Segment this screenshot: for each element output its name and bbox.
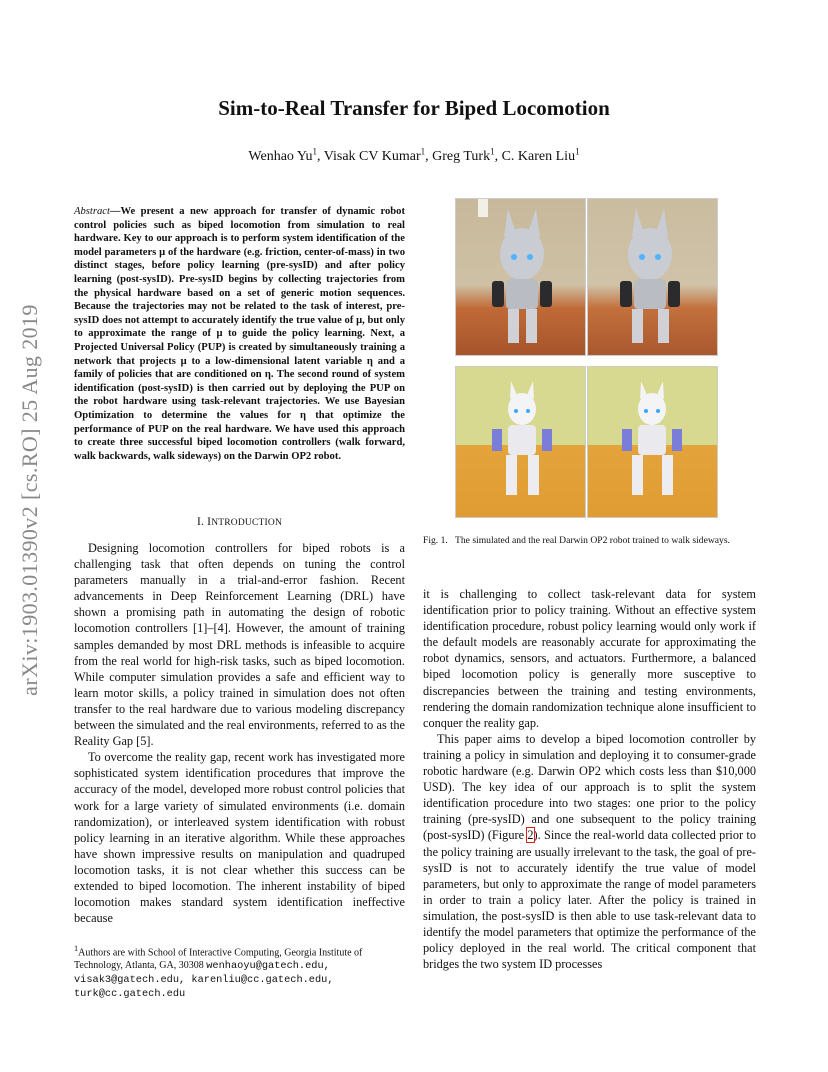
paper-title: Sim-to-Real Transfer for Biped Locomotion [218, 96, 610, 120]
real-robot-photo-left [455, 198, 586, 356]
simulated-robot-left [455, 366, 586, 518]
paragraph: Designing locomotion controllers for biped robots is a challenging task that often depends on tuning the control parameters manually in a trial-and-error fashion. Recent advancements in Deep Reinforcement Learning (DRL) have shown a promising path in automating the design of robotic locomotion controllers [1]–[4]. However, the amount of training samples demanded by most DRL methods is infeasible to acquire from the real world for high-risk tasks, such as biped locomotion. While computer simulation provides a safe and efficient way to learn motor skills, a policy trained in simulation does not often transfer to the real hardware due to various modeling discrepancy between the simulated and the real environments, referred to as the Reality Gap [5]. [74, 541, 405, 749]
paragraph: it is challenging to collect task-relevant data for system identification prior to policy training. Without an effective system identification procedure, robust policy learning would only work if the default models are reasonably accurate for approximating the robot dynamics, sensors, and actuators. Furthermore, a balanced biped locomotion policy is generally more susceptive to discrepancies between the training and testing environments, rendering the domain randomization technique alone insufficient to conquer the reality gap. [423, 587, 756, 730]
abstract: Abstract—We present a new approach for transfer of dynamic robot control policies such as biped locomotion from simulation to real hardware. Key to our approach is to perform system identification of the model parameters μ of the hardware (e.g. friction, center-of-mass) in two distinct stages, before policy learning (pre-sysID) and after policy learning (post-sysID). Pre-sysID begins by collecting trajectories from the physical hardware based on a set of generic motion sequences. Because the trajectories may not be related to the task of interest, pre-sysID does not attempt to accurately identify the true value of μ, but only to approximate the range of μ to guide the policy learning. Next, a Projected Universal Policy (PUP) is created by simultaneously training a network that projects μ to a low-dimensional latent variable η and a family of policies that are conditioned on η. The second round of system identification (post-sysID) is then carried out by deploying the PUP on the robot hardware using task-relevant trajectories. We use Bayesian Optimization to determine the values for η that optimize the performance of PUP on the real hardware. We have used this approach to create three successful biped locomotion controllers (walk forward, walk backwards, walk sideways) on the Darwin OP2 robot. [74, 206, 405, 462]
author: Greg Turk$^1$, [432, 146, 502, 164]
arxiv-sidebar [10, 220, 50, 780]
introduction-text [74, 540, 405, 926]
paragraph: To overcome the reality gap, recent work has investigated more sophisticated system identification procedures that improve the accuracy of the model, developed more robust control policies that work for a large variety of simulated environments (i.e. domain randomization), or interleaved system identification with robust policy learning in an iterative algorithm. While these approaches have shown impressive results on manipulation and quadruped locomotion tasks, it is not clear whether this success can be extended to biped locomotion. The inherent instability of biped locomotion makes standard system identification ineffective because [74, 750, 405, 926]
figure-caption: Fig. 1. The simulated and the real Darwin OP2 robot trained to walk sideways. [423, 535, 730, 546]
abstract-label: Abstract [74, 206, 110, 217]
author: Wenhao Yu$^1$, [248, 146, 324, 164]
arxiv-id: arXiv:1903.01390v2 [cs.RO] 25 Aug 2019 [17, 304, 42, 696]
figure-label: Fig. 1. [423, 535, 448, 546]
author-emails: wenhaoyu@gatech.edu, visak3@gatech.edu, karenliu@cc.gatech.edu, turk@cc.gatech.edu [74, 960, 334, 1001]
author: C. Karen Liu$^1$ [501, 146, 580, 164]
author-list [0, 146, 828, 165]
footnote: $^1$Authors are with School of Interactive Computing, Georgia Institute of Technology, Atlanta, GA, 30308 wenhaoyu@gatech.edu, visak3@gatech.edu, karenliu@cc.gatech.edu, turk@cc.gatech.edu [74, 944, 363, 1001]
simulated-robot-right [587, 366, 718, 518]
figure-2-link[interactable]: 2 [527, 828, 534, 843]
section-heading-introduction: I. INTRODUCTION [196, 516, 283, 528]
abstract-text: We present a new approach for transfer of dynamic robot control policies such as biped locomotion from simulation to real hardware. Key to our approach is to perform system identification of the model parameters μ of the hardware (e.g. friction, center-of-mass) in two distinct stages, before policy learning (pre-sysID) and after policy learning (post-sysID). Pre-sysID begins by collecting trajectories from the physical hardware based on a set of generic motion sequences. Because the trajectories may not be related to the task of interest, pre-sysID does not attempt to accurately identify the true value of μ, but only to approximate the range of μ to guide the policy learning. Next, a Projected Universal Policy (PUP) is created by simultaneously training a network that projects μ to a low-dimensional latent variable η and a family of policies that are conditioned on η. The second round of system identification (post-sysID) is then carried out by deploying the PUP on the robot hardware using task-relevant trajectories. We use Bayesian Optimization to determine the values for η that optimize the performance of PUP on the real hardware. We have used this approach to create three successful biped locomotion controllers (walk forward, walk backwards, walk sideways) on the Darwin OP2 robot. [74, 206, 405, 462]
author: Visak CV Kumar$^1$, [323, 146, 433, 164]
right-column-text [423, 586, 756, 972]
real-robot-photo-right [587, 198, 718, 356]
paragraph: This paper aims to develop a biped locomotion controller by training a policy in simulation and deploying it to consumer-grade robotic hardware (e.g. Darwin OP2 which costs less than $10,000 USD). The key idea of our approach is to split the system identification procedure into two stages: one prior to the policy training (pre-sysID) and one subsequent to the policy training (post-sysID) (Figure 2). Since the real-world data collected prior to the policy training are usually irrelevant to the task, the goal of pre-sysID is not to accurately identify the true value of model parameters, but only to approximate the range of model parameters in order to train a policy later. After the policy is trained in simulation, the post-sysID is then able to use task-relevant data to identify the model parameters that optimize the performance of the policy deployed in the real world. The critical component that bridges the two system ID processes [423, 731, 756, 972]
